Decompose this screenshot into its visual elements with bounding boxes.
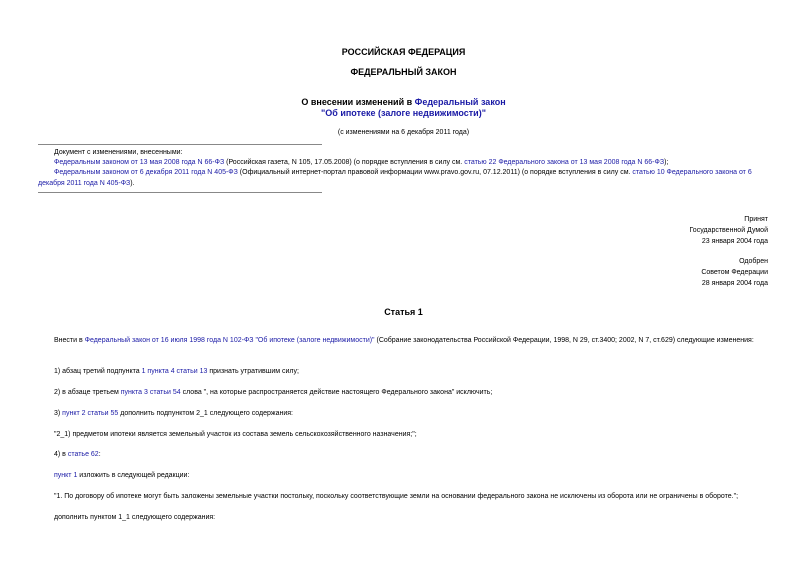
item-2-a: 2) в абзаце третьем	[54, 389, 121, 396]
change-item-1-link[interactable]: Федеральным законом от 13 мая 2008 года N 66-ФЗ	[54, 159, 225, 166]
change-item-1-text: (Российская газета, N 105, 17.05.2008) (о порядке вступления в силу см.	[224, 159, 465, 166]
item-1-link[interactable]: 1 пункта 4 статьи 13	[141, 368, 208, 375]
item-4-b: :	[98, 451, 101, 458]
changes-top-rule	[38, 144, 322, 145]
item-1	[54, 367, 299, 376]
edition-note: (с изменениями на 6 декабря 2011 года)	[337, 129, 470, 136]
article-heading: Статья 1	[384, 307, 423, 317]
accepted-date: 23 января 2004 года	[701, 238, 768, 245]
approved-date: 28 января 2004 года	[701, 280, 768, 287]
change-item-1-link2[interactable]: статью 22 Федерального закона от 13 мая 2008 года N 66-ФЗ	[464, 159, 665, 166]
item-4-sub-b: изложить в следующей редакции:	[77, 472, 190, 479]
change-item-2-text: (Официальный интернет-портал правовой информации www.pravo.gov.ru, 07.12.2011) (о порядке вступления в силу см.	[237, 169, 633, 176]
item-4-add: дополнить пунктом 1_1 следующего содержания:	[54, 514, 216, 521]
item-3-a: 3)	[54, 410, 63, 417]
document-federation: РОССИЙСКАЯ ФЕДЕРАЦИЯ	[341, 47, 466, 57]
accepted-by: Государственной Думой	[689, 227, 768, 234]
changes-intro: Документ с изменениями, внесенными:	[54, 149, 183, 156]
item-2-link[interactable]: пункта 3 статьи 54	[120, 389, 181, 396]
change-item-2	[38, 167, 768, 189]
change-item-2-end: ).	[130, 180, 135, 187]
accepted-label: Принят	[744, 216, 768, 223]
item-3-b: дополнить подпунктом 2_1 следующего содержания:	[118, 410, 293, 417]
item-4-a: 4) в	[54, 451, 68, 458]
change-item-2-link2[interactable]: статью 10 Федерального закона от 6 декабря 2011 года N 405-ФЗ	[38, 169, 752, 187]
law-102-link[interactable]: Федеральный закон от 16 июля 1998 года N 102-ФЗ "Об ипотеке (залоге недвижимости)"	[84, 337, 375, 344]
item-4-link[interactable]: статье 62	[67, 451, 99, 458]
item-1-a: 1) абзац третий подпункта	[54, 368, 142, 375]
document-title-line2[interactable]: "Об ипотеке (залоге недвижимости)"	[321, 108, 486, 118]
document-title	[0, 97, 807, 108]
article-intro	[38, 335, 768, 346]
changes-bottom-rule	[38, 192, 322, 193]
item-4-content: "1. По договору об ипотеке могут быть заложены земельные участки постольку, поскольку соответствующие земли на основании федерального закона не исключены из оборота или не ограничены в обороте.";	[54, 493, 739, 500]
federal-law-link[interactable]: Федеральный закон	[414, 97, 506, 107]
item-3-link[interactable]: пункт 2 статьи 55	[62, 410, 119, 417]
item-3-content: "2_1) предметом ипотеки является земельный участок из состава земель сельскохозяйственного назначения;";	[54, 431, 417, 438]
change-item-1-end: );	[664, 159, 669, 166]
change-item-1	[54, 158, 668, 167]
approved-by: Советом Федерации	[701, 269, 768, 276]
item-4-sub	[54, 471, 189, 480]
document-title-prefix: О внесении изменений в	[301, 97, 415, 107]
change-item-2-link[interactable]: Федеральным законом от 6 декабря 2011 года N 405-ФЗ	[54, 169, 238, 176]
item-2	[54, 388, 492, 397]
approved-label: Одобрен	[739, 258, 768, 265]
item-3	[54, 409, 293, 418]
document-law-type: ФЕДЕРАЛЬНЫЙ ЗАКОН	[350, 67, 457, 77]
item-1-b: признать утратившим силу;	[207, 368, 299, 375]
item-2-b: слова ", на которые распространяется действие настоящего Федерального закона" исключить;	[180, 389, 493, 396]
item-4-sub-link[interactable]: пункт 1	[54, 472, 78, 479]
article-intro-b: (Собрание законодательства Российской Федерации, 1998, N 29, ст.3400; 2002, N 7, ст.629) следующие изменения:	[374, 337, 754, 344]
article-intro-a: Внести в	[54, 337, 85, 344]
item-4	[54, 450, 101, 459]
